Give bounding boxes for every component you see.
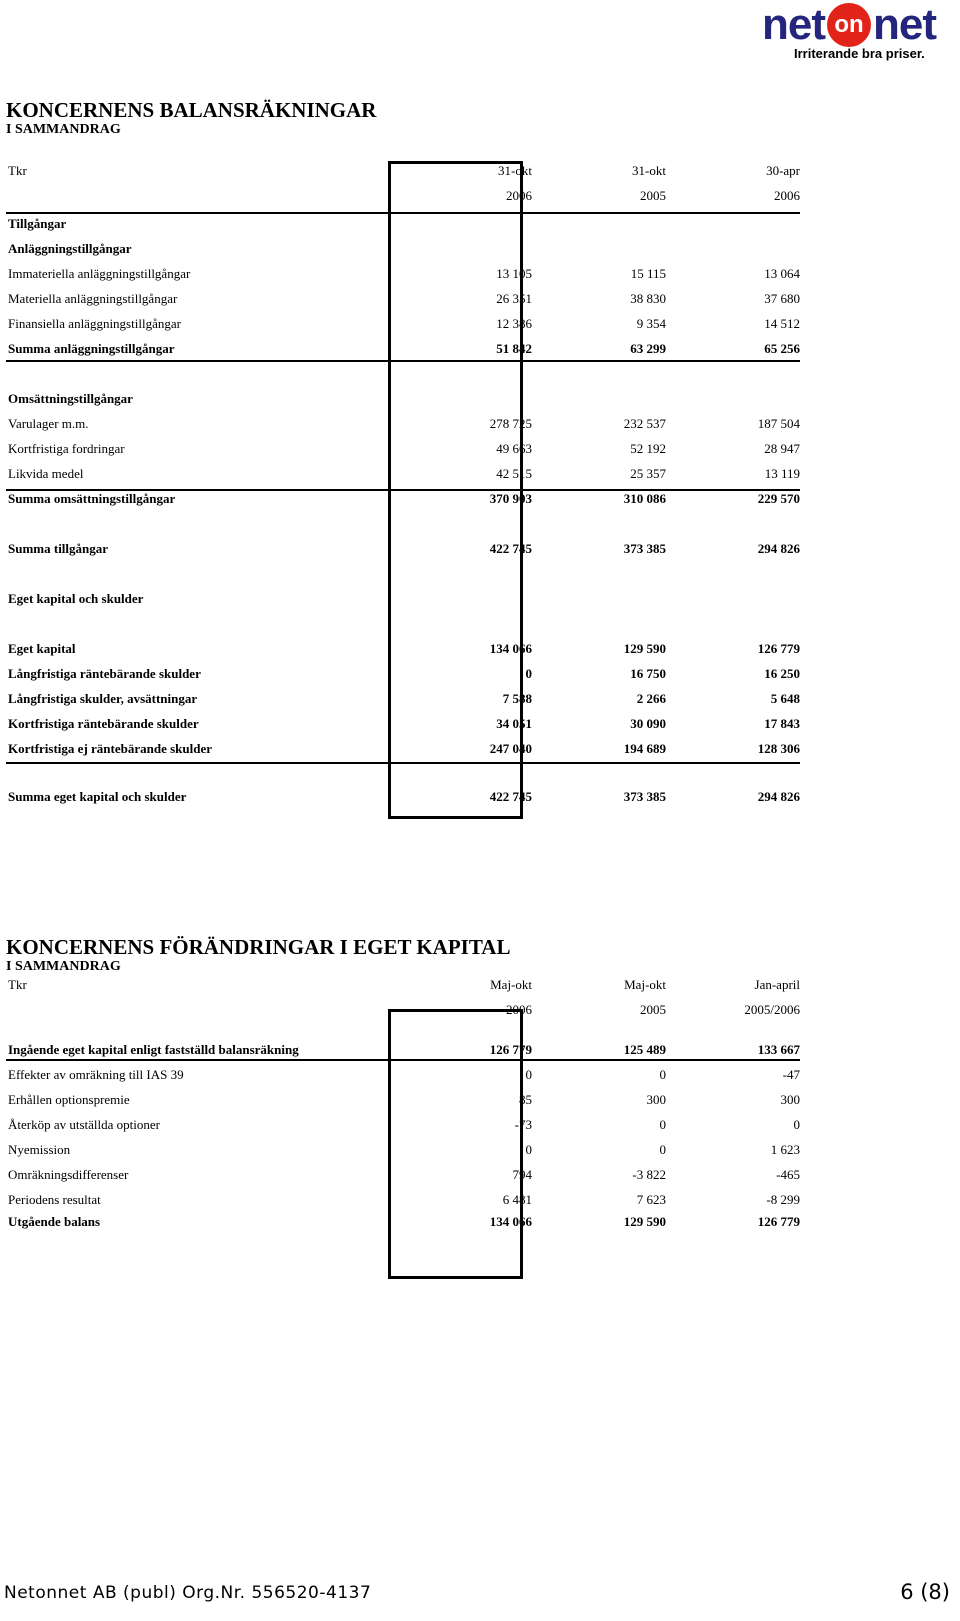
- prior-period-value: 129 590: [623, 1214, 666, 1229]
- row-label: Immateriella anläggningstillgångar: [8, 266, 191, 281]
- row-label: Finansiella anläggningstillgångar: [8, 316, 181, 331]
- fiscal-period-value: 5 648: [770, 691, 800, 706]
- row-label: Tkr: [8, 163, 27, 178]
- fiscal-period-value: 0: [793, 1117, 800, 1132]
- prior-period-value: 310 086: [623, 491, 666, 506]
- row-label: Kortfristiga fordringar: [8, 441, 125, 456]
- row-label: Summa tillgångar: [8, 541, 109, 556]
- equity-subtitle: I SAMMANDRAG: [6, 959, 121, 974]
- current-period-value: 42 515: [496, 466, 532, 481]
- prior-period-value: Maj-okt: [624, 977, 666, 992]
- row-label: Varulager m.m.: [8, 416, 89, 431]
- current-period-value: 31-okt: [498, 163, 532, 178]
- prior-period-value: 194 689: [623, 741, 666, 756]
- prior-period-value: 16 750: [630, 666, 666, 681]
- fiscal-period-value: 1 623: [770, 1142, 800, 1157]
- table-row: [6, 186, 956, 206]
- fiscal-period-value: 37 680: [764, 291, 800, 306]
- fiscal-period-value: -8 299: [766, 1192, 800, 1207]
- fiscal-period-value: 126 779: [757, 1214, 800, 1229]
- row-label: Nyemission: [8, 1142, 71, 1157]
- balance-subtitle: I SAMMANDRAG: [6, 122, 121, 137]
- fiscal-period-value: 65 256: [764, 341, 800, 356]
- prior-period-value: 2005: [640, 1002, 666, 1017]
- row-label: Likvida medel: [8, 466, 84, 481]
- equity-changes-section: [6, 935, 956, 1285]
- table-row: [6, 161, 956, 181]
- current-period-value: 12 386: [496, 316, 532, 331]
- table-row: [6, 339, 956, 359]
- fiscal-period-value: -47: [782, 1067, 800, 1082]
- current-period-value: 370 903: [489, 491, 532, 506]
- fiscal-period-value: 133 667: [757, 1042, 800, 1057]
- current-period-value: 134 066: [489, 1214, 532, 1229]
- current-period-value: 2006: [506, 1002, 532, 1017]
- logo-tagline: Irriterande bra priser.: [794, 46, 925, 61]
- fiscal-period-value: 294 826: [757, 541, 800, 556]
- row-label: Långfristiga skulder, avsättningar: [8, 691, 198, 706]
- logo-wordmark: net on net: [762, 0, 936, 49]
- table-row: [6, 1040, 956, 1060]
- row-label: Återköp av utställda optioner: [8, 1117, 160, 1132]
- row-label: Tkr: [8, 977, 27, 992]
- current-period-value: 0: [525, 666, 532, 681]
- row-label: Summa anläggningstillgångar: [8, 341, 175, 356]
- row-label: Periodens resultat: [8, 1192, 101, 1207]
- current-period-value: -73: [514, 1117, 532, 1132]
- fiscal-period-value: 14 512: [764, 316, 800, 331]
- current-period-value: 422 745: [489, 789, 532, 804]
- fiscal-period-value: 2006: [774, 188, 800, 203]
- fiscal-period-value: 294 826: [757, 789, 800, 804]
- table-row: [6, 787, 956, 807]
- table-row: [6, 1140, 956, 1160]
- table-row: [6, 289, 956, 309]
- section-divider: [6, 360, 800, 362]
- row-label: Ingående eget kapital enligt fastställd balansräkning: [8, 1042, 299, 1057]
- fiscal-period-value: 128 306: [757, 741, 800, 756]
- current-period-value: 85: [519, 1092, 532, 1107]
- prior-period-value: 38 830: [630, 291, 666, 306]
- section-divider: [6, 762, 800, 764]
- current-period-value: 13 105: [496, 266, 532, 281]
- prior-period-value: 0: [659, 1142, 666, 1157]
- row-label: Eget kapital: [8, 641, 76, 656]
- table-row: [6, 264, 956, 284]
- table-row: [6, 1115, 956, 1135]
- current-period-value: 422 745: [489, 541, 532, 556]
- prior-period-value: 30 090: [630, 716, 666, 731]
- fiscal-period-value: 2005/2006: [744, 1002, 800, 1017]
- table-row: [6, 1000, 956, 1020]
- table-row: [6, 1212, 956, 1232]
- row-label: Erhållen optionspremie: [8, 1092, 130, 1107]
- equity-title: KONCERNENS FÖRÄNDRINGAR I EGET KAPITAL: [6, 935, 511, 959]
- current-period-value: 2006: [506, 188, 532, 203]
- prior-period-value: 0: [659, 1117, 666, 1132]
- row-label: Anläggningstillgångar: [8, 241, 132, 256]
- current-period-value: 247 040: [489, 741, 532, 756]
- table-row: [6, 739, 956, 759]
- fiscal-period-value: 30-apr: [766, 163, 800, 178]
- table-row: [6, 589, 956, 609]
- prior-period-value: 52 192: [630, 441, 666, 456]
- prior-period-value: 63 299: [630, 341, 666, 356]
- table-row: [6, 464, 956, 484]
- fiscal-period-value: 300: [780, 1092, 800, 1107]
- prior-period-value: 129 590: [623, 641, 666, 656]
- table-row: [6, 1090, 956, 1110]
- prior-period-value: 232 537: [623, 416, 666, 431]
- prior-period-value: 373 385: [623, 541, 666, 556]
- table-row: [6, 689, 956, 709]
- prior-period-value: 0: [659, 1067, 666, 1082]
- table-row: [6, 714, 956, 734]
- current-period-value: Maj-okt: [490, 977, 532, 992]
- row-label: Summa omsättningstillgångar: [8, 491, 176, 506]
- current-period-value: 0: [525, 1067, 532, 1082]
- fiscal-period-value: 126 779: [757, 641, 800, 656]
- row-label: Omräkningsdifferenser: [8, 1167, 129, 1182]
- row-label: Materiella anläggningstillgångar: [8, 291, 178, 306]
- table-row: [6, 239, 956, 259]
- company-logo: [762, 0, 960, 68]
- row-label: Kortfristiga ej räntebärande skulder: [8, 741, 213, 756]
- table-row: [6, 1165, 956, 1185]
- balance-sheet-section: [6, 96, 956, 826]
- current-period-value: 126 779: [489, 1042, 532, 1057]
- fiscal-period-value: 187 504: [757, 416, 800, 431]
- table-row: [6, 489, 956, 509]
- fiscal-period-value: 28 947: [764, 441, 800, 456]
- footer-company: Netonnet AB (publ) Org.Nr. 556520-4137: [4, 1583, 372, 1603]
- table-row: [6, 389, 956, 409]
- table-row: [6, 439, 956, 459]
- current-period-value: 134 066: [489, 641, 532, 656]
- current-period-value: 7 588: [502, 691, 532, 706]
- logo-on-badge: on: [827, 3, 871, 47]
- fiscal-period-value: -465: [776, 1167, 800, 1182]
- current-period-value: 51 842: [496, 341, 532, 356]
- table-row: [6, 539, 956, 559]
- row-label: Summa eget kapital och skulder: [8, 789, 187, 804]
- balance-title: KONCERNENS BALANSRÄKNINGAR: [6, 98, 377, 122]
- prior-period-value: 31-okt: [632, 163, 666, 178]
- row-label: Omsättningstillgångar: [8, 391, 133, 406]
- fiscal-period-value: 17 843: [764, 716, 800, 731]
- table-row: [6, 664, 956, 684]
- fiscal-period-value: 13 064: [764, 266, 800, 281]
- prior-period-value: 125 489: [623, 1042, 666, 1057]
- table-row: [6, 1065, 956, 1085]
- current-period-value: 6 481: [502, 1192, 532, 1207]
- row-label: Kortfristiga räntebärande skulder: [8, 716, 199, 731]
- current-period-value: 794: [512, 1167, 532, 1182]
- table-row: [6, 1190, 956, 1210]
- current-period-value: 278 725: [489, 416, 532, 431]
- row-label: Tillgångar: [8, 216, 67, 231]
- fiscal-period-value: 16 250: [764, 666, 800, 681]
- fiscal-period-value: 229 570: [757, 491, 800, 506]
- table-row: [6, 975, 956, 995]
- prior-period-value: 25 357: [630, 466, 666, 481]
- prior-period-value: 373 385: [623, 789, 666, 804]
- table-row: [6, 314, 956, 334]
- prior-period-value: 15 115: [630, 266, 666, 281]
- row-label: Utgående balans: [8, 1214, 101, 1229]
- prior-period-value: -3 822: [632, 1167, 666, 1182]
- footer-page-number: 6 (8): [900, 1580, 950, 1604]
- current-period-value: 26 351: [496, 291, 532, 306]
- current-period-value: 49 663: [496, 441, 532, 456]
- row-label: Långfristiga räntebärande skulder: [8, 666, 201, 681]
- prior-period-value: 2 266: [636, 691, 666, 706]
- prior-period-value: 9 354: [636, 316, 666, 331]
- prior-period-value: 2005: [640, 188, 666, 203]
- fiscal-period-value: 13 119: [764, 466, 800, 481]
- table-row: [6, 639, 956, 659]
- prior-period-value: 300: [646, 1092, 666, 1107]
- fiscal-period-value: Jan-april: [754, 977, 800, 992]
- row-label: Effekter av omräkning till IAS 39: [8, 1067, 184, 1082]
- current-period-value: 0: [525, 1142, 532, 1157]
- row-label: Eget kapital och skulder: [8, 591, 144, 606]
- table-row: [6, 214, 956, 234]
- prior-period-value: 7 623: [636, 1192, 666, 1207]
- current-period-value: 34 051: [496, 716, 532, 731]
- table-row: [6, 414, 956, 434]
